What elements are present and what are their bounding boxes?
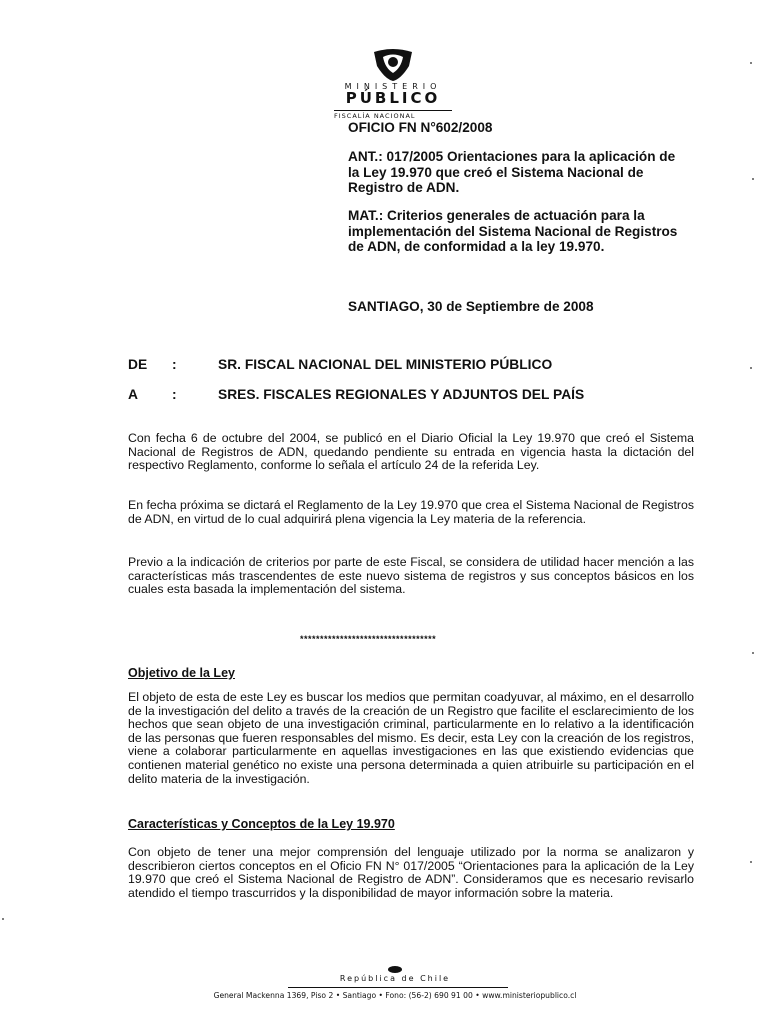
from-label: DE	[128, 357, 148, 372]
scan-speck	[2, 918, 4, 920]
place-date: SANTIAGO, 30 de Septiembre de 2008	[348, 299, 594, 314]
scan-speck	[750, 367, 752, 369]
paragraph-2: En fecha próxima se dictará el Reglamento de la Ley 19.970 que crea el Sistema Nacional de Registros de ADN, en virtud de lo cual adquirirá plena vigencia la Ley materia de la referencia.	[128, 498, 694, 526]
materia: MAT.: Criterios generales de actuación para la implementación del Sistema Nacional de Registros de ADN, de conformidad a la ley 19.970.	[348, 208, 678, 254]
to-value: SRES. FISCALES REGIONALES Y ADJUNTOS DEL PAÍS	[218, 387, 585, 402]
footer-address: General Mackenna 1369, Piso 2 • Santiago • Fono: (56-2) 690 91 00 • www.ministeriopublico.cl	[213, 991, 577, 1000]
oficio-number: OFICIO FN N°602/2008	[348, 120, 493, 135]
footer-republica: República de Chile	[339, 974, 451, 983]
heading-objetivo: Objetivo de la Ley	[128, 666, 235, 680]
footer-emblem-icon	[388, 966, 402, 973]
footer-divider	[288, 987, 508, 988]
logo-line-fiscalia: FISCALÍA NACIONAL	[334, 110, 452, 120]
to-label: A	[128, 387, 138, 402]
emblem-icon	[371, 48, 415, 82]
scan-speck	[750, 861, 752, 863]
paragraph-4: El objeto de esta de este Ley es buscar los medios que permitan coadyuvar, al máximo, en el desarrollo de la investigación del delito a través de la creación de un Registro que facilite el esclarecimiento de los hechos que sean objeto de una investigación criminal, particularmente en lo relativo a la identificación de las personas que fueren responsables del mismo. Es decir, esta Ley con la creación de los registros, viene a colaborar particularmente en aquellas investigaciones en las que existiendo evidencias que contienen material genético no existe una persona determinada a quien atribuirle su participación en el delito materia de la investigación.	[128, 690, 694, 786]
paragraph-1: Con fecha 6 de octubre del 2004, se publicó en el Diario Oficial la Ley 19.970 que creó el Sistema Nacional de Registros de ADN, quedando pendiente su entrada en vigencia hasta la dictación del respectivo Reglamento, conforme lo señala el artículo 24 de la referida Ley.	[128, 431, 694, 473]
antecedente: ANT.: 017/2005 Orientaciones para la aplicación de la Ley 19.970 que creó el Sistema Nacional de Registro de ADN.	[348, 149, 676, 195]
logo-line-ministerio: MINISTERIO	[344, 82, 442, 91]
scan-speck	[750, 62, 752, 64]
heading-caracteristicas: Características y Conceptos de la Ley 19.970	[128, 817, 395, 831]
scan-speck	[752, 652, 754, 654]
from-colon: :	[172, 357, 177, 372]
section-separator: **********************************	[300, 634, 437, 644]
scan-speck	[752, 178, 754, 180]
ministerio-publico-logo	[318, 48, 468, 123]
logo-line-publico: PÚBLICO	[345, 89, 441, 107]
from-value: SR. FISCAL NACIONAL DEL MINISTERIO PÚBLICO	[218, 357, 553, 372]
to-colon: :	[172, 387, 177, 402]
paragraph-5: Con objeto de tener una mejor comprensión del lenguaje utilizado por la norma se analizaron y describieron ciertos conceptos en el Oficio FN N° 017/2005 “Orientaciones para la aplicación de la Ley 19.970 que creó el Sistema Nacional de Registro de ADN”. Consideramos que es necesario revisarlo atendido el tiempo trascurridos y la disponibilidad de mayor información sobre la materia.	[128, 845, 694, 900]
paragraph-3: Previo a la indicación de criterios por parte de este Fiscal, se considera de utilidad hacer mención a las características más trascendentes de este nuevo sistema de registros y sus conceptos básicos en los cuales esta basada la implementación del sistema.	[128, 555, 694, 597]
